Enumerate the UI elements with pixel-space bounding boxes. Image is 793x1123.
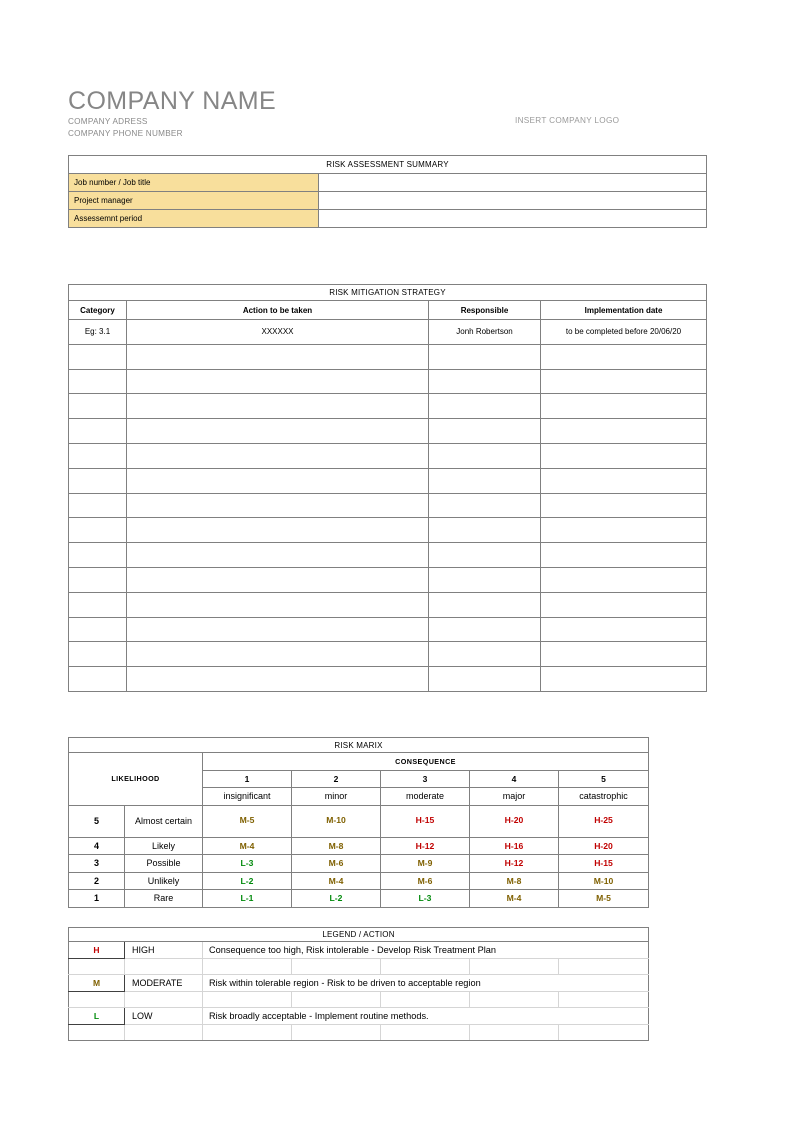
table-row	[69, 344, 707, 369]
cell-action[interactable]	[127, 543, 429, 568]
legend-name-high: HIGH	[125, 942, 203, 959]
table-row	[69, 320, 707, 345]
cell-responsible[interactable]	[429, 617, 541, 642]
company-logo-placeholder: INSERT COMPANY LOGO	[515, 116, 620, 125]
matrix-cell-1-2[interactable]: L-2	[292, 890, 381, 908]
legend-spacer-row	[69, 992, 649, 1008]
legend-spacer-row	[69, 1025, 649, 1041]
legend-row-low	[69, 1008, 649, 1025]
matrix-cell-1-5[interactable]: M-5	[559, 890, 649, 908]
cell-category[interactable]	[69, 617, 127, 642]
legend-title: LEGEND / ACTION	[69, 928, 649, 942]
legend-spacer-cell	[470, 1025, 559, 1041]
matrix-row-likely	[69, 837, 649, 855]
column-header-implementation-date: Implementation date	[541, 301, 707, 320]
cell-action[interactable]	[127, 443, 429, 468]
likelihood-number-5: 5	[69, 805, 125, 837]
table-row	[69, 369, 707, 394]
legend-description-high: Consequence too high, Risk intolerable - Develop Risk Treatment Plan	[203, 942, 649, 959]
cell-date[interactable]	[541, 592, 707, 617]
company-address: COMPANY ADRESS	[68, 117, 148, 127]
document-header	[68, 88, 728, 150]
likelihood-number-2: 2	[69, 872, 125, 890]
legend-description-low: Risk broadly acceptable - Implement routine methods.	[203, 1008, 649, 1025]
cell-category[interactable]	[69, 667, 127, 692]
matrix-cell-5-5[interactable]: H-25	[559, 805, 649, 837]
mitigation-title-row	[69, 285, 707, 301]
summary-value-period[interactable]	[319, 210, 707, 228]
cell-action[interactable]	[127, 419, 429, 444]
cell-responsible[interactable]	[429, 419, 541, 444]
cell-category[interactable]	[69, 443, 127, 468]
summary-label-period: Assessemnt period	[69, 210, 319, 228]
cell-date[interactable]	[541, 344, 707, 369]
table-row	[69, 667, 707, 692]
likelihood-name-likely: Likely	[125, 837, 203, 855]
legend-spacer-cell	[69, 992, 125, 1008]
cell-category[interactable]	[69, 642, 127, 667]
likelihood-name-almost-certain: Almost certain	[125, 805, 203, 837]
consequence-word-major: major	[470, 788, 559, 806]
likelihood-name-rare: Rare	[125, 890, 203, 908]
cell-date[interactable]	[541, 567, 707, 592]
cell-action[interactable]	[127, 493, 429, 518]
cell-date[interactable]	[541, 394, 707, 419]
legend-name-moderate: MODERATE	[125, 975, 203, 992]
legend-row-high	[69, 942, 649, 959]
cell-category[interactable]	[69, 567, 127, 592]
cell-responsible[interactable]	[429, 394, 541, 419]
matrix-row-possible	[69, 855, 649, 873]
cell-responsible[interactable]	[429, 443, 541, 468]
risk-mitigation-strategy-table	[68, 284, 707, 692]
matrix-row-unlikely	[69, 872, 649, 890]
matrix-cell-1-1[interactable]: L-1	[203, 890, 292, 908]
legend-description-moderate: Risk within tolerable region - Risk to be driven to acceptable region	[203, 975, 649, 992]
legend-spacer-row	[69, 959, 649, 975]
cell-category[interactable]	[69, 493, 127, 518]
risk-matrix-table	[68, 737, 649, 908]
cell-category[interactable]	[69, 592, 127, 617]
legend-spacer-cell	[292, 1025, 381, 1041]
summary-label-manager: Project manager	[69, 192, 319, 210]
matrix-title-row	[69, 738, 649, 753]
matrix-consequence-header-row	[69, 753, 649, 771]
cell-category[interactable]	[69, 369, 127, 394]
matrix-cell-4-3[interactable]: H-12	[381, 837, 470, 855]
matrix-cell-5-3[interactable]: H-15	[381, 805, 470, 837]
legend-spacer-cell	[69, 959, 125, 975]
table-row	[69, 567, 707, 592]
column-header-action: Action to be taken	[127, 301, 429, 320]
legend-row-moderate	[69, 975, 649, 992]
legend-swatch-moderate: M	[69, 975, 125, 992]
matrix-title: RISK MARIX	[69, 738, 649, 753]
cell-date[interactable]	[541, 642, 707, 667]
cell-date[interactable]	[541, 518, 707, 543]
cell-action[interactable]	[127, 394, 429, 419]
summary-value-manager[interactable]	[319, 192, 707, 210]
cell-responsible[interactable]	[429, 493, 541, 518]
consequence-number-2: 2	[292, 770, 381, 788]
matrix-cell-2-1[interactable]: L-2	[203, 872, 292, 890]
cell-action[interactable]	[127, 518, 429, 543]
cell-responsible[interactable]: Jonh Robertson	[429, 320, 541, 345]
cell-action[interactable]	[127, 344, 429, 369]
cell-date[interactable]: to be completed before 20/06/20	[541, 320, 707, 345]
cell-responsible[interactable]	[429, 369, 541, 394]
cell-category[interactable]	[69, 419, 127, 444]
legend-spacer-cell	[69, 1025, 125, 1041]
legend-spacer-cell	[381, 1025, 470, 1041]
matrix-cell-4-5[interactable]: H-20	[559, 837, 649, 855]
cell-category[interactable]: Eg: 3.1	[69, 320, 127, 345]
cell-action[interactable]	[127, 369, 429, 394]
likelihood-name-possible: Possible	[125, 855, 203, 873]
likelihood-number-4: 4	[69, 837, 125, 855]
consequence-number-1: 1	[203, 770, 292, 788]
cell-action[interactable]	[127, 592, 429, 617]
cell-category[interactable]	[69, 394, 127, 419]
company-phone: COMPANY PHONE NUMBER	[68, 129, 183, 139]
cell-action[interactable]	[127, 667, 429, 692]
legend-title-row	[69, 928, 649, 942]
matrix-cell-3-4[interactable]: H-12	[470, 855, 559, 873]
legend-spacer-cell	[559, 959, 649, 975]
matrix-cell-2-3[interactable]: M-6	[381, 872, 470, 890]
cell-action[interactable]	[127, 617, 429, 642]
matrix-cell-5-4[interactable]: H-20	[470, 805, 559, 837]
summary-title: RISK ASSESSMENT SUMMARY	[69, 156, 707, 174]
consequence-number-5: 5	[559, 770, 649, 788]
consequence-word-moderate: moderate	[381, 788, 470, 806]
cell-date[interactable]	[541, 493, 707, 518]
cell-responsible[interactable]	[429, 567, 541, 592]
legend-spacer-cell	[470, 959, 559, 975]
cell-date[interactable]	[541, 369, 707, 394]
consequence-number-4: 4	[470, 770, 559, 788]
cell-action[interactable]: XXXXXX	[127, 320, 429, 345]
legend-action-table	[68, 927, 649, 1041]
consequence-word-catastrophic: catastrophic	[559, 788, 649, 806]
cell-category[interactable]	[69, 518, 127, 543]
cell-responsible[interactable]	[429, 518, 541, 543]
cell-action[interactable]	[127, 642, 429, 667]
cell-date[interactable]	[541, 543, 707, 568]
legend-spacer-cell	[125, 959, 203, 975]
cell-date[interactable]	[541, 617, 707, 642]
legend-spacer-cell	[559, 1025, 649, 1041]
table-row	[69, 642, 707, 667]
table-row	[69, 617, 707, 642]
legend-spacer-cell	[381, 992, 470, 1008]
cell-date[interactable]	[541, 443, 707, 468]
table-row	[69, 592, 707, 617]
cell-responsible[interactable]	[429, 592, 541, 617]
cell-category[interactable]	[69, 468, 127, 493]
cell-date[interactable]	[541, 468, 707, 493]
table-row	[69, 210, 707, 228]
cell-responsible[interactable]	[429, 642, 541, 667]
legend-spacer-cell	[125, 992, 203, 1008]
matrix-row-almost-certain	[69, 805, 649, 837]
likelihood-name-unlikely: Unlikely	[125, 872, 203, 890]
legend-spacer-cell	[203, 959, 292, 975]
matrix-cell-2-5[interactable]: M-10	[559, 872, 649, 890]
matrix-cell-3-2[interactable]: M-6	[292, 855, 381, 873]
matrix-cell-2-2[interactable]: M-4	[292, 872, 381, 890]
legend-spacer-cell	[381, 959, 470, 975]
table-row	[69, 493, 707, 518]
consequence-header: CONSEQUENCE	[203, 753, 649, 771]
matrix-cell-4-4[interactable]: H-16	[470, 837, 559, 855]
summary-value-job[interactable]	[319, 174, 707, 192]
matrix-row-rare	[69, 890, 649, 908]
column-header-responsible: Responsible	[429, 301, 541, 320]
consequence-number-3: 3	[381, 770, 470, 788]
cell-category[interactable]	[69, 344, 127, 369]
matrix-cell-4-2[interactable]: M-8	[292, 837, 381, 855]
table-row	[69, 419, 707, 444]
table-row	[69, 394, 707, 419]
table-row	[69, 174, 707, 192]
legend-spacer-cell	[203, 1025, 292, 1041]
legend-spacer-cell	[125, 1025, 203, 1041]
matrix-cell-4-1[interactable]: M-4	[203, 837, 292, 855]
matrix-cell-3-5[interactable]: H-15	[559, 855, 649, 873]
consequence-word-insignificant: insignificant	[203, 788, 292, 806]
mitigation-title: RISK MITIGATION STRATEGY	[69, 285, 707, 301]
legend-swatch-high: H	[69, 942, 125, 959]
consequence-word-minor: minor	[292, 788, 381, 806]
cell-category[interactable]	[69, 543, 127, 568]
matrix-cell-1-3[interactable]: L-3	[381, 890, 470, 908]
table-row	[69, 543, 707, 568]
matrix-cell-5-2[interactable]: M-10	[292, 805, 381, 837]
likelihood-number-1: 1	[69, 890, 125, 908]
matrix-cell-2-4[interactable]: M-8	[470, 872, 559, 890]
cell-date[interactable]	[541, 419, 707, 444]
legend-spacer-cell	[203, 992, 292, 1008]
legend-name-low: LOW	[125, 1008, 203, 1025]
cell-date[interactable]	[541, 667, 707, 692]
cell-action[interactable]	[127, 567, 429, 592]
table-row	[69, 468, 707, 493]
legend-spacer-cell	[292, 959, 381, 975]
cell-responsible[interactable]	[429, 543, 541, 568]
likelihood-header: LIKELIHOOD	[69, 753, 203, 806]
matrix-cell-3-1[interactable]: L-3	[203, 855, 292, 873]
column-header-category: Category	[69, 301, 127, 320]
table-row	[69, 518, 707, 543]
legend-spacer-cell	[292, 992, 381, 1008]
table-row	[69, 192, 707, 210]
cell-action[interactable]	[127, 468, 429, 493]
summary-label-job: Job number / Job title	[69, 174, 319, 192]
matrix-cell-3-3[interactable]: M-9	[381, 855, 470, 873]
table-row	[69, 443, 707, 468]
likelihood-number-3: 3	[69, 855, 125, 873]
summary-title-row	[69, 156, 707, 174]
matrix-cell-5-1[interactable]: M-5	[203, 805, 292, 837]
risk-assessment-summary-table	[68, 155, 707, 228]
company-name: COMPANY NAME	[68, 87, 277, 115]
cell-responsible[interactable]	[429, 468, 541, 493]
legend-spacer-cell	[559, 992, 649, 1008]
mitigation-header-row	[69, 301, 707, 320]
cell-responsible[interactable]	[429, 344, 541, 369]
legend-spacer-cell	[470, 992, 559, 1008]
matrix-cell-1-4[interactable]: M-4	[470, 890, 559, 908]
cell-responsible[interactable]	[429, 667, 541, 692]
legend-swatch-low: L	[69, 1008, 125, 1025]
